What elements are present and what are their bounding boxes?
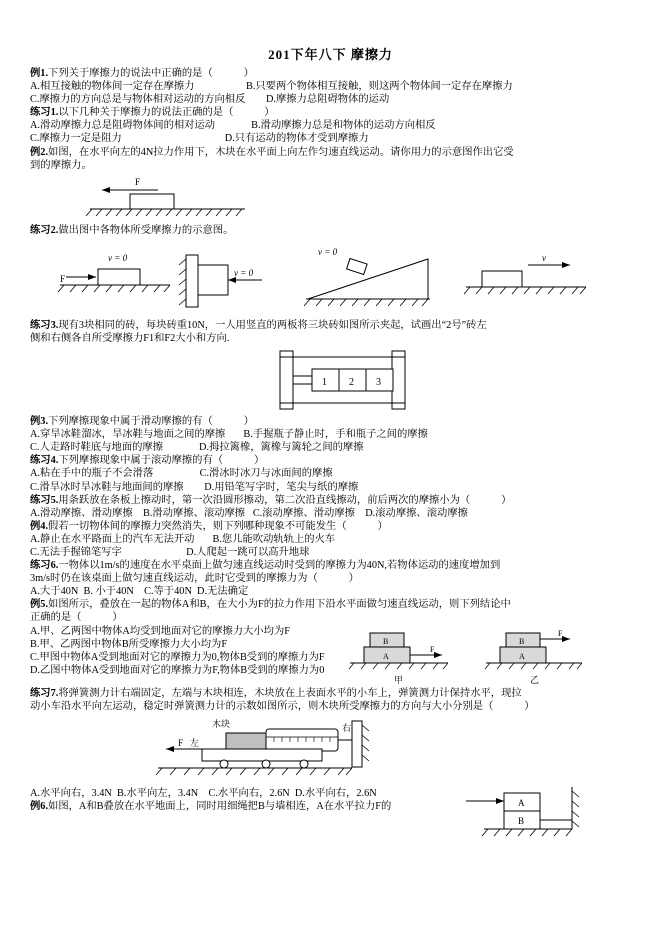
text-line: 练习1.以下几种关于摩擦力的说法正确的是（ ） [30,107,275,119]
text-line: 3m/s时仍在该桌面上做匀速直线运动，此时它受到的摩擦力为（ ） [30,573,359,585]
svg-text:3: 3 [376,377,381,389]
text-line: 例5.如图所示，叠放在一起的物体A和B，在大小为F的拉力作用下沿水平面做匀速直线运动，则下列结论中 [30,599,511,611]
figure-blocks-wall [460,787,631,843]
svg-text:v: v [542,252,546,263]
svg-text:F: F [60,273,66,284]
svg-text:v = 0: v = 0 [318,246,338,257]
svg-text:木块: 木块 [212,718,231,729]
figure-four-cases [30,239,631,317]
svg-text:v = 0: v = 0 [234,267,254,278]
svg-text:2: 2 [349,377,354,389]
text-line: 例1.下列关于摩擦力的说法中正确的是（ ） [30,68,254,79]
svg-text:F: F [430,644,435,654]
svg-text:A: A [518,797,525,808]
text-line: 练习3.现有3块相同的砖，每块砖重10N，一人用竖直的两板将三块砖如图所示夹起，试画出“2号”砖左 [30,319,487,331]
example6-text [30,787,460,843]
text-line: A.粘在手中的瓶子不会滑落 C.滑冰时冰刀与冰面间的摩擦 [30,468,333,480]
text-line: C.滑旱冰时旱冰鞋与地面间的摩擦 D.用铅笔写字时，笔尖与纸的摩擦 [30,481,359,493]
svg-text:F: F [135,176,141,187]
svg-text:F: F [558,628,563,638]
text-line: C.无法手握锦笔写字 D.人爬起一跳可以高升地球 [30,546,310,558]
svg-text:1: 1 [322,377,327,389]
text-line: 例4.假若一切物体间的摩擦力突然消失，则下列哪种现象不可能发生（ ） [30,520,388,532]
svg-text:F: F [178,737,184,748]
text-line: C.摩擦力的方向总是与物体相对运动的方向相反 D.摩擦力总阻碍物体的运动 [30,94,390,106]
paragraph-block-1 [30,67,631,172]
svg-text:A: A [383,651,389,661]
text-line: 例2.如图，在水平向左的4N拉力作用下，木块在水平面上向左作匀速直线运动。请你用力的示意图作出它受 [30,146,514,158]
example5-text [30,625,330,687]
text-line: A.穿旱冰鞋溜冰，旱冰鞋与地面之间的摩擦 B.手握瓶子静止时，手和瓶子之间的摩擦 [30,429,428,441]
svg-text:左: 左 [190,737,200,748]
text-line: 到的摩擦力。 [30,159,92,171]
text-line: A.滑动摩擦、滑动摩擦 B.滑动摩擦、滚动摩擦 C.滚动摩擦、滑动摩擦 D.滚动摩擦、滚动摩擦 [30,507,468,519]
text-line: 侧和右侧各自所受摩擦力F1和F2大小和方向. [30,332,230,344]
text-line: 练习6.一物体以1m/s的速度在水平桌面上做匀速直线运动时受到的摩擦力为40N,若物体运动的速度增加到 [30,560,501,572]
text-line: 例3.下列摩擦现象中属于滑动摩擦的有（ ） [30,416,254,428]
text-line: D.乙图中物体A受到地面对它的摩擦力为F,物体B受到的摩擦力为0 [30,664,325,676]
text-line: A.甲、乙两图中物体A均受到地面对它的摩擦力大小均为F [30,625,291,637]
text-line: A.滑动摩擦力总是阻碍物体间的相对运动 B.滑动摩擦力总是和物体的运动方向相反 [30,120,436,132]
text-line: A.静止在水平路面上的汽车无法开动 B.您儿能吹动轨轨上的火车 [30,533,336,545]
figure-block-on-surface [30,174,631,222]
text-line: C.甲图中物体A受到地面对它的摩擦力为0,物体B受到的摩擦力为F [30,651,325,663]
text-line: C.人走路时鞋底与地面的摩擦 D.拇拉篱橡，篱橡与篱轮之间的摩擦 [30,442,364,454]
text-line: B.甲、乙两图中物体B所受摩擦力大小均为F [30,638,228,650]
text-line: 练习5.用条跃放在条板上擦动时，第一次沿圆形擦动，第二次沿直线擦动，前后两次的摩擦小为（ ） [30,494,512,506]
svg-text:v = 0: v = 0 [108,252,128,263]
svg-text:B: B [383,636,389,646]
text-line: C.摩擦力一定是阻力 D.只有运动的物体才受到摩擦力 [30,133,369,145]
svg-text:A: A [519,651,525,661]
text-line: 练习2.做出图中各物体所受摩擦力的示意图。 [30,224,234,236]
text-line: 例6.如图，A和B叠放在水平地面上，同时用细绳把B与墙相连，A在水平拉力F的 [30,800,392,812]
svg-text:乙: 乙 [530,674,540,685]
text-line: 练习7.将弹簧测力计右端固定，左端与木块相连，木块放在上表面水平的小车上，弹簧测力计保持水平，现拉 [30,687,522,699]
figure-spring-scale-cart [30,715,631,785]
svg-text:甲: 甲 [394,674,404,685]
text-line: 动小车沿水平向左运动，稳定时弹簧测力计的示数如图所示，则木块所受摩擦力的方向与大小分别是（ ） [30,700,535,712]
text-line: 正确的是（ ） [30,612,123,624]
text-line: 练习4.下列摩擦现象中属于滚动摩擦的有（ ） [30,455,265,467]
figure-three-bricks [30,347,631,413]
example6-row [30,787,631,843]
text-line: A.水平向右，3.4N B.水平向左，3.4N C.水平向右，2.6N D.水平向右，2.6N [30,787,377,799]
svg-text:右: 右 [342,722,352,733]
text-line: A.大于40N B. 小于40N C.等于40N D.无法确定 [30,586,249,598]
svg-text:B: B [518,815,525,826]
document-body [30,44,631,843]
text-line: A.相互接触的物体间一定存在摩擦力 B.只要两个物体相互接触，则这两个物体间一定存在摩擦力 [30,81,513,93]
page-title: 201下年八下 摩擦力 [268,47,393,62]
figure-stacked-blocks [330,625,631,687]
svg-text:B: B [519,636,525,646]
example5-row [30,625,631,687]
